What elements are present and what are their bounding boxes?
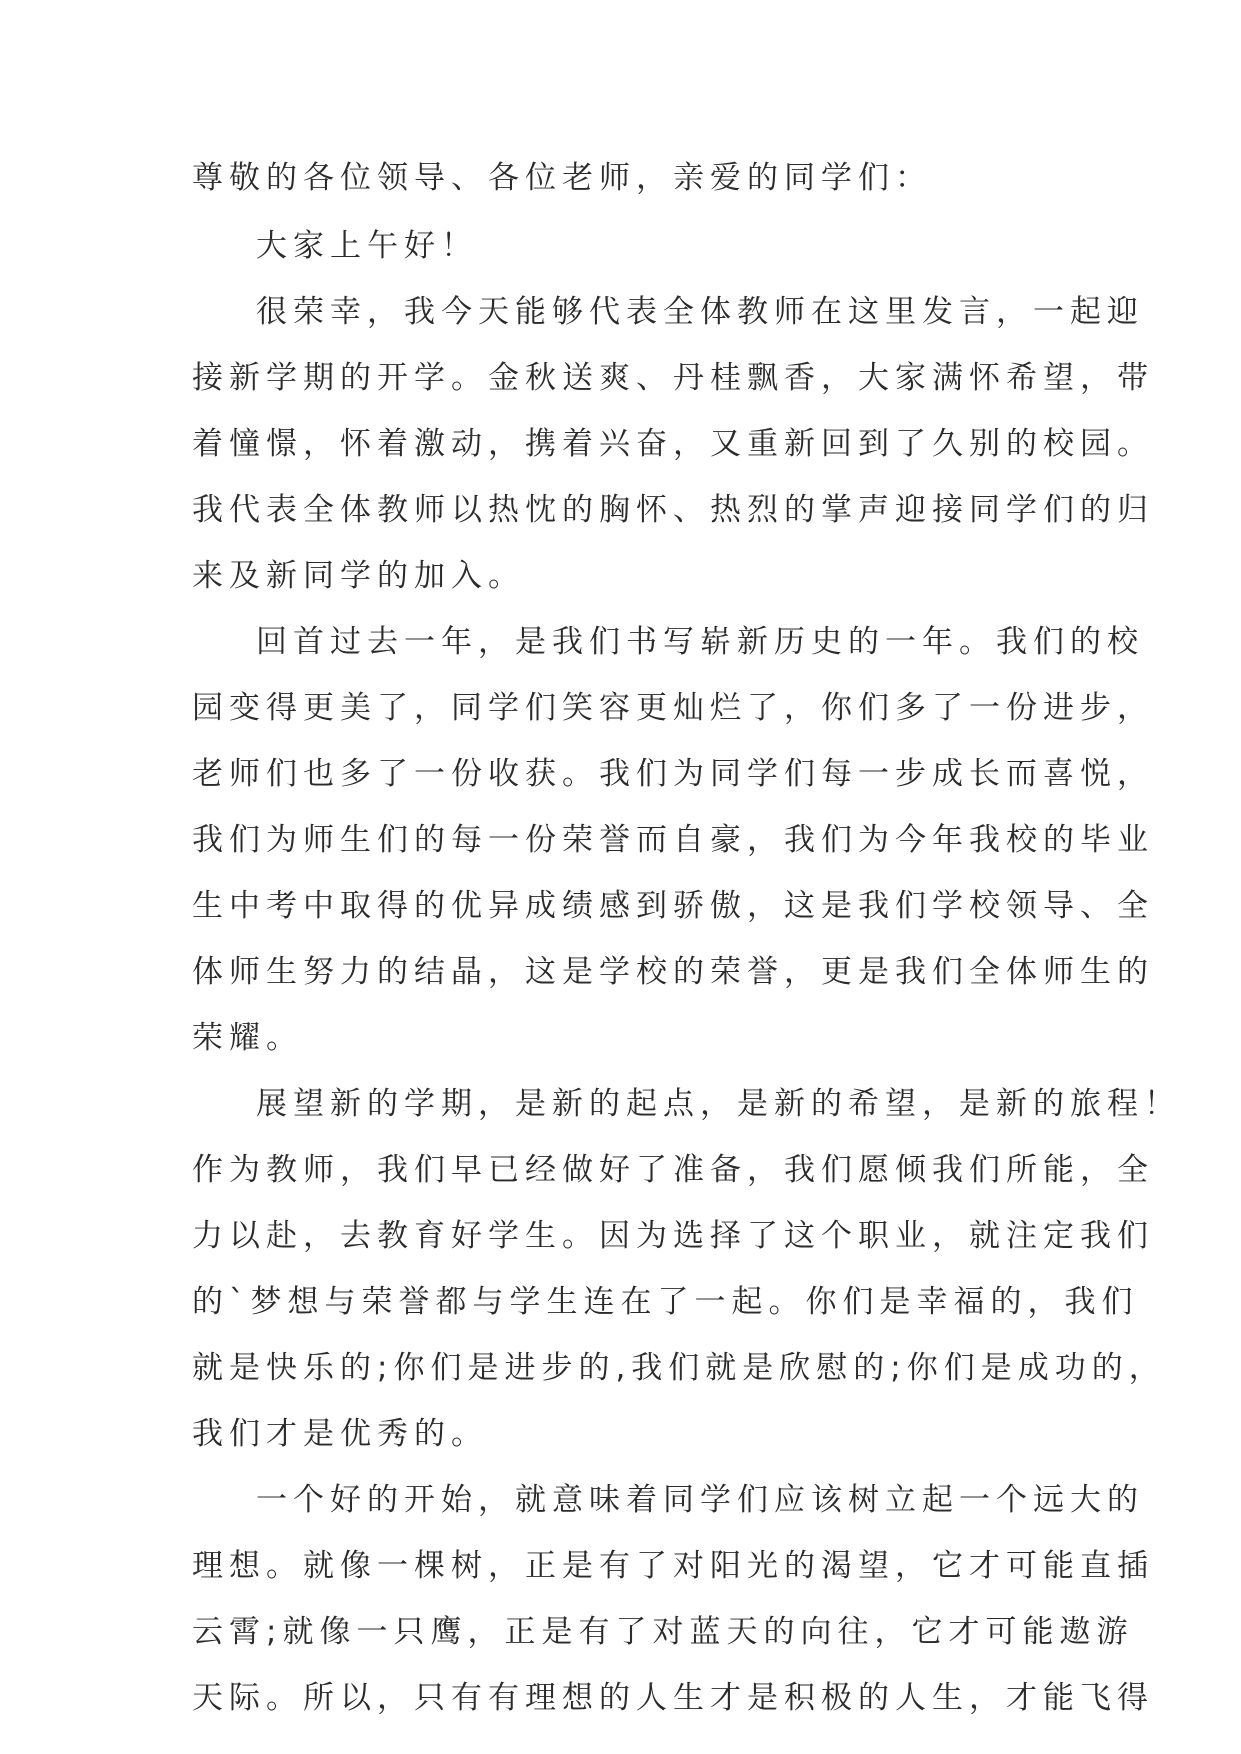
body-line: 体师生努力的结晶，这是学校的荣誉，更是我们全体师生的 (192, 954, 1154, 990)
body-line: 云霄;就像一只鹰，正是有了对蓝天的向往，它才可能遨游 (192, 1614, 1134, 1650)
body-line: 回首过去一年，是我们书写崭新历史的一年。我们的校 (256, 624, 1144, 660)
body-line: 展望新的学期，是新的起点，是新的希望，是新的旅程！ (256, 1086, 1181, 1122)
salutation-line: 尊敬的各位领导、各位老师，亲爱的同学们： (192, 160, 932, 196)
body-line: 天际。所以，只有有理想的人生才是积极的人生，才能飞得 (192, 1680, 1154, 1716)
body-line: 园变得更美了，同学们笑容更灿烂了，你们多了一份进步， (192, 690, 1154, 726)
body-line: 的`梦想与荣誉都与学生连在了一起。你们是幸福的，我们 (192, 1284, 1139, 1320)
body-line: 很荣幸，我今天能够代表全体教师在这里发言，一起迎 (256, 294, 1144, 330)
greeting-line: 大家上午好！ (256, 228, 478, 264)
body-line: 着憧憬，怀着激动，携着兴奋，又重新回到了久别的校园。 (192, 426, 1154, 462)
body-line: 一个好的开始，就意味着同学们应该树立起一个远大的 (256, 1482, 1144, 1518)
body-line: 我们才是优秀的。 (192, 1416, 488, 1452)
body-line: 力以赴，去教育好学生。因为选择了这个职业，就注定我们 (192, 1218, 1154, 1254)
body-line: 来及新同学的加入。 (192, 558, 525, 594)
body-line: 荣耀。 (192, 1020, 303, 1056)
body-line: 生中考中取得的优异成绩感到骄傲，这是我们学校领导、全 (192, 888, 1154, 924)
body-line: 我代表全体教师以热忱的胸怀、热烈的掌声迎接同学们的归 (192, 492, 1154, 528)
body-line: 理想。就像一棵树，正是有了对阳光的渴望，它才可能直插 (192, 1548, 1154, 1584)
body-line: 就是快乐的;你们是进步的,我们就是欣慰的;你们是成功的， (192, 1350, 1166, 1386)
body-line: 老师们也多了一份收获。我们为同学们每一步成长而喜悦， (192, 756, 1154, 792)
body-line: 作为教师，我们早已经做好了准备，我们愿倾我们所能，全 (192, 1152, 1154, 1188)
body-line: 我们为师生们的每一份荣誉而自豪，我们为今年我校的毕业 (192, 822, 1154, 858)
body-line: 接新学期的开学。金秋送爽、丹桂飘香，大家满怀希望，带 (192, 360, 1154, 396)
